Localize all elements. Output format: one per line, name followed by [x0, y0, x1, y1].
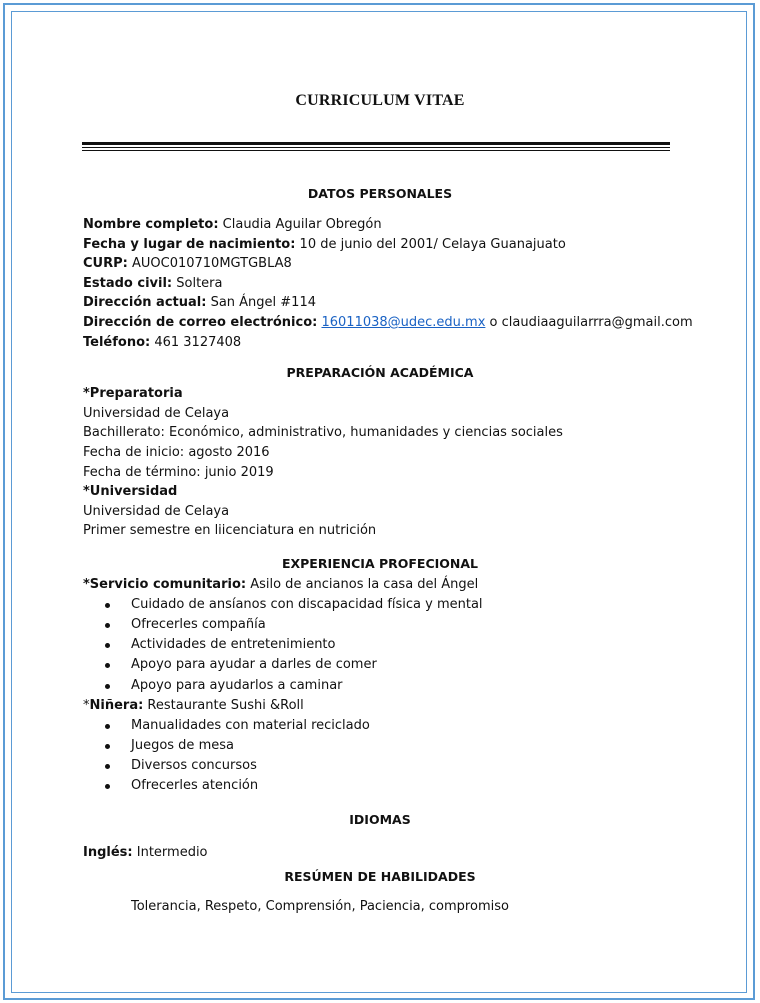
bullet-icon — [105, 623, 110, 628]
field-value: 461 3127408 — [150, 334, 242, 350]
field-full-name — [83, 215, 683, 235]
field-email — [83, 313, 693, 333]
section-heading-skills: RESÚMEN DE HABILIDADES — [284, 869, 476, 885]
field-address — [83, 293, 683, 313]
academic-line: Primer semestre en liicenciatura en nutrición — [83, 523, 377, 539]
bullet-icon — [105, 663, 110, 668]
field-value: San Ángel #114 — [206, 295, 316, 311]
field-label: Estado civil: — [83, 275, 173, 291]
list-item — [83, 595, 683, 615]
skills-summary: Tolerancia, Respeto, Comprensión, Paciencia, compromiso — [131, 899, 509, 915]
field-label: CURP: — [83, 256, 128, 272]
language-english — [83, 843, 683, 863]
title-rule-thin-1 — [82, 147, 670, 148]
title-rule-thin-2 — [82, 150, 670, 151]
field-value: Soltera — [172, 275, 223, 291]
list-item — [83, 756, 683, 776]
field-value: Claudia Aguilar Obregón — [218, 217, 382, 232]
bullet-icon — [105, 764, 110, 769]
academic-prep-title: *Preparatoria — [83, 386, 183, 402]
title-rule-thick — [82, 142, 670, 145]
section-heading-personal: DATOS PERSONALES — [307, 186, 453, 201]
academic-line: Fecha de término: junio 2019 — [83, 464, 274, 480]
bullet-icon — [105, 684, 110, 689]
academic-line: Universidad de Celaya — [83, 405, 230, 421]
field-birth — [83, 235, 683, 255]
field-civil-status — [83, 274, 683, 294]
resume-content — [83, 183, 693, 917]
job-value: Asilo de ancianos la casa del Ángel — [246, 576, 479, 592]
section-heading-languages: IDIOMAS — [349, 811, 411, 827]
field-label: Teléfono: — [83, 334, 151, 350]
bullet-icon — [105, 784, 110, 789]
job-value: Restaurante Sushi &Roll — [143, 697, 304, 713]
bullet-icon — [105, 603, 110, 608]
job-label: *Servicio comunitario: — [83, 576, 247, 592]
job-label: Niñera: — [89, 697, 144, 713]
field-value: o claudiaaguilarrra@gmail.com — [485, 314, 693, 330]
list-item — [83, 615, 683, 635]
list-item — [83, 776, 683, 796]
list-item — [83, 736, 683, 756]
list-item — [83, 655, 683, 675]
field-value: 10 de junio del 2001/ Celaya Guanajuato — [295, 236, 566, 252]
list-item-text: Manualidades con material reciclado — [131, 717, 370, 733]
experience-job-community — [83, 575, 683, 595]
bullet-icon — [105, 744, 110, 749]
academic-line: Bachillerato: Económico, administrativo, humanidades y ciencias sociales — [83, 425, 563, 441]
field-curp — [83, 254, 683, 274]
field-label: Nombre completo: — [83, 217, 219, 232]
email-link[interactable]: 16011038@udec.edu.mx — [321, 314, 486, 330]
list-item — [83, 635, 683, 655]
list-item-text: Diversos concursos — [131, 758, 257, 774]
list-item-text: Ofrecerles compañía — [131, 616, 266, 632]
list-item-text: Apoyo para ayudarlos a caminar — [131, 677, 343, 693]
bullet-icon — [105, 724, 110, 729]
section-heading-experience: EXPERIENCIA PROFECIONAL — [281, 555, 479, 571]
list-item — [83, 716, 683, 736]
academic-line: Universidad de Celaya — [83, 503, 230, 519]
list-item — [83, 676, 683, 696]
academic-line: Fecha de inicio: agosto 2016 — [83, 444, 270, 460]
experience-job-nanny — [83, 696, 683, 716]
field-label: Dirección de correo electrónico: — [83, 314, 318, 330]
field-label: Fecha y lugar de nacimiento: — [83, 236, 296, 252]
list-item-text: Juegos de mesa — [131, 737, 234, 753]
document-title: CURRICULUM VITAE — [295, 92, 465, 109]
language-label: Inglés: — [83, 844, 133, 860]
list-item-text: Ofrecerles atención — [131, 778, 259, 794]
job-prefix: * — [83, 697, 90, 713]
section-heading-academic: PREPARACIÓN ACADÉMICA — [286, 365, 474, 381]
field-value: AUOC010710MGTGBLA8 — [127, 256, 292, 272]
bullet-icon — [105, 643, 110, 648]
list-item-text: Apoyo para ayudar a darles de comer — [131, 657, 377, 673]
job-community-bullets — [83, 595, 683, 696]
list-item-text: Cuidado de ansíanos con discapacidad física y mental — [131, 596, 483, 612]
field-label: Dirección actual: — [83, 295, 207, 311]
job-nanny-bullets — [83, 716, 683, 797]
list-item-text: Actividades de entretenimiento — [131, 637, 336, 653]
academic-uni-title: *Universidad — [83, 484, 178, 500]
field-phone — [83, 333, 683, 353]
language-level: Intermedio — [132, 844, 208, 860]
